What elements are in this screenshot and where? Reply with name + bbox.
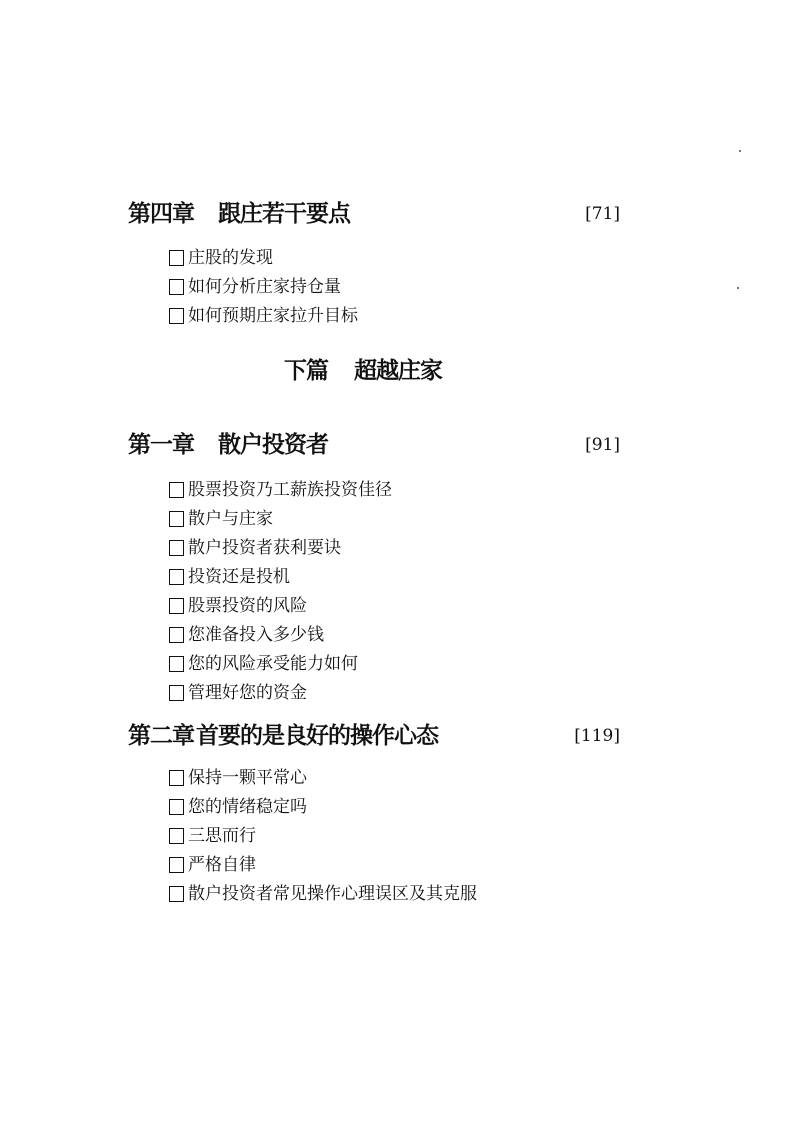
section-title: 投资还是投机 [188,566,290,587]
list-item [169,591,392,620]
chapter-heading [128,199,620,233]
section-title: 股票投资乃工薪族投资佳径 [188,479,392,500]
checkbox-icon [169,799,184,815]
list-item [169,504,392,533]
section-title: 如何预期庄家拉升目标 [188,305,358,326]
checkbox-icon [169,857,184,873]
list-item [169,301,358,330]
part-label: 下篇 [284,358,328,384]
list-item [169,821,477,850]
section-title: 散户投资者常见操作心理误区及其克服 [188,883,477,904]
checkbox-icon [169,627,184,643]
checkbox-icon [169,770,184,786]
section-title: 保持一颗平常心 [188,767,307,788]
section-list [169,763,477,908]
list-item [169,678,392,707]
section-title: 散户与庄家 [188,508,273,529]
part-title: 超越庄家 [354,358,442,384]
list-item [169,475,392,504]
list-item [169,649,392,678]
section-title: 管理好您的资金 [188,682,307,703]
part-heading [284,356,442,386]
checkbox-icon [169,540,184,556]
scan-speck [737,287,739,289]
list-item [169,243,358,272]
checkbox-icon [169,886,184,902]
section-title: 散户投资者获利要诀 [188,537,341,558]
section-list [169,475,392,707]
list-item [169,533,392,562]
checkbox-icon [169,828,184,844]
section-title: 您的风险承受能力如何 [188,653,358,674]
list-item [169,620,392,649]
checkbox-icon [169,656,184,672]
section-list [169,243,358,330]
chapter-page-number: [119] [574,726,620,746]
list-item [169,850,477,879]
checkbox-icon [169,685,184,701]
section-title: 您准备投入多少钱 [188,624,324,645]
checkbox-icon [169,308,184,324]
section-title: 三思而行 [188,825,256,846]
chapter-page-number: [71] [585,204,620,224]
checkbox-icon [169,569,184,585]
checkbox-icon [169,511,184,527]
section-title: 如何分析庄家持仓量 [188,276,341,297]
chapter-number: 第二章 [128,723,194,749]
section-title: 股票投资的风险 [188,595,307,616]
list-item [169,792,477,821]
chapter-page-number: [91] [585,435,620,455]
checkbox-icon [169,250,184,266]
section-title: 庄股的发现 [188,247,273,268]
checkbox-icon [169,279,184,295]
list-item [169,879,477,908]
chapter-title: 跟庄若干要点 [218,201,350,227]
list-item [169,272,358,301]
list-item [169,562,392,591]
scan-speck [739,150,741,152]
chapter-number: 第一章 [128,432,194,458]
section-title: 严格自律 [188,854,256,875]
chapter-number: 第四章 [128,201,194,227]
chapter-heading [128,721,620,755]
checkbox-icon [169,598,184,614]
section-title: 您的情绪稳定吗 [188,796,307,817]
checkbox-icon [169,482,184,498]
chapter-heading [128,430,620,464]
list-item [169,763,477,792]
chapter-title: 首要的是良好的操作心态 [196,723,438,749]
chapter-title: 散户投资者 [218,432,328,458]
